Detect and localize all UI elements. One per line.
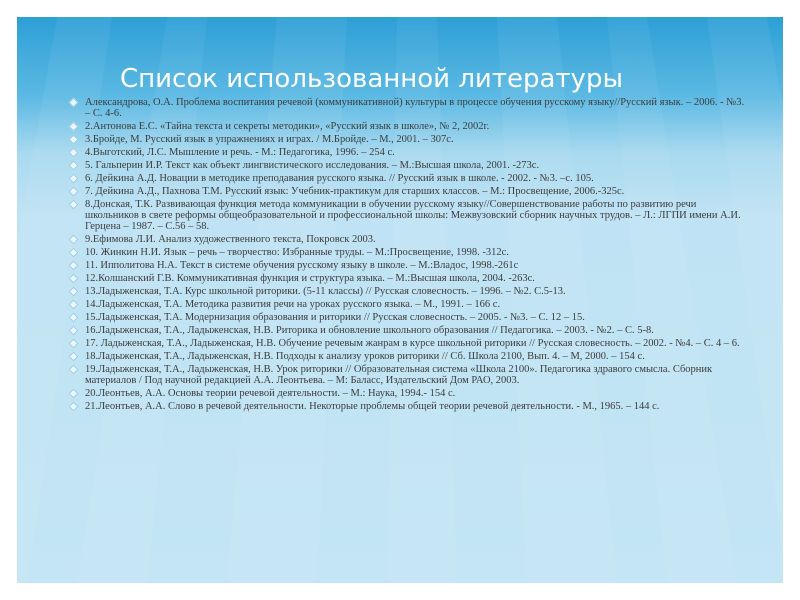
reference-item <box>70 121 746 132</box>
diamond-bullet-icon <box>69 300 79 310</box>
reference-text: 3.Бройде, М. Русский язык в упражнениях и играх. / М.Бройде. – М., 2001. – 307с. <box>85 134 454 145</box>
reference-item <box>70 260 746 271</box>
diamond-bullet-icon <box>69 389 79 399</box>
diamond-bullet-icon <box>69 339 79 349</box>
reference-item <box>70 338 746 349</box>
reference-item <box>70 388 746 399</box>
diamond-bullet-icon <box>69 313 79 323</box>
diamond-bullet-icon <box>69 352 79 362</box>
diamond-bullet-icon <box>69 161 79 171</box>
reference-text: 13.Ладыженская, Т.А. Курс школьной риторики. (5-11 классы) // Русская словесность. – 1996. – №2. С.5-13. <box>85 286 566 297</box>
reference-item <box>70 401 746 412</box>
reference-text: Александрова, О.А. Проблема воспитания речевой (коммуникативной) культуры в процессе обучения русскому языку//Русский язык. – 2006. - №3. – С. 4-6. <box>85 97 745 119</box>
diamond-bullet-icon <box>69 248 79 258</box>
diamond-bullet-icon <box>69 402 79 412</box>
reference-text: 2.Антонова Е.С. «Тайна текста и секреты методики», «Русский язык в школе», № 2, 2002г. <box>85 121 490 132</box>
reference-item <box>70 351 746 362</box>
diamond-bullet-icon <box>69 122 79 132</box>
diamond-bullet-icon <box>69 135 79 145</box>
reference-item <box>70 173 746 184</box>
reference-item <box>70 364 746 386</box>
diamond-bullet-icon <box>69 200 79 210</box>
reference-text: 11. Ипполитова Н.А. Текст в системе обучения русскому языку в школе. – М.:Владос, 1998.-261с <box>85 260 519 271</box>
reference-text: 15.Ладыженская, Т.А. Модернизация образования и риторики // Русская словесность. – 2005. - №3. – С. 12 – 15. <box>85 312 585 323</box>
reference-text: 14.Ладыженская, Т.А. Методика развития речи на уроках русского языка. – М., 1991. – 166 с. <box>85 299 501 310</box>
diamond-bullet-icon <box>69 287 79 297</box>
reference-item <box>70 134 746 145</box>
reference-item <box>70 234 746 245</box>
reference-item <box>70 199 746 232</box>
reference-item <box>70 286 746 297</box>
reference-item <box>70 325 746 336</box>
diamond-bullet-icon <box>69 148 79 158</box>
reference-text: 9.Ефимова Л.И. Анализ художественного текста, Покровск 2003. <box>85 234 376 245</box>
reference-text: 17. Ладыженская, Т.А., Ладыженская, Н.В. Обучение речевым жанрам в курсе школьной риторики // Русская словесность. – 2002. - №4. – С. 4 – 6. <box>85 338 740 349</box>
reference-text: 18.Ладыженская, Т.А., Ладыженская, Н.В. Подходы к анализу уроков риторики // Сб. Школа 2100, Вып. 4. – М, 2000. – 154 с. <box>85 351 645 362</box>
reference-item <box>70 97 746 119</box>
reference-text: 10. Жинкин Н.И. Язык – речь – творчество: Избранные труды. – М.:Просвещение, 1998. -312с. <box>85 247 509 258</box>
reference-text: 6. Дейкина А.Д. Новации в методике преподавания русского языка. // Русский язык в школе. - 2002. - №3. –с. 105. <box>85 173 594 184</box>
reference-item <box>70 273 746 284</box>
reference-text: 12.Колшанский Г.В. Коммуникативная функция и структура языка. – М.:Высшая школа, 2004. -263с. <box>85 273 535 284</box>
reference-item <box>70 147 746 158</box>
diamond-bullet-icon <box>69 174 79 184</box>
diamond-bullet-icon <box>69 261 79 271</box>
reference-text: 21.Леонтьев, А.А. Слово в речевой деятельности. Некоторые проблемы общей теории речевой деятельности. - М., 1965. – 144 с. <box>85 401 660 412</box>
reference-text: 8.Донская, Т.К. Развивающая функция метода коммуникации в обучении русскому языку//Совершенствование работы по развитию речи школьников в свете реформы общеобразовательной и профессиональной школы: Межвузовский сборник научных трудов. – Л.: ЛГПИ имени А.И. Герцена – 1987. – С.56 – 58. <box>85 199 741 232</box>
reference-item <box>70 312 746 323</box>
reference-text: 20.Леонтьев, А.А. Основы теории речевой деятельности. – М.: Наука, 1994.- 154 с. <box>85 388 456 399</box>
slide <box>17 17 783 583</box>
diamond-bullet-icon <box>69 274 79 284</box>
diamond-bullet-icon <box>69 235 79 245</box>
diamond-bullet-icon <box>69 187 79 197</box>
reference-item <box>70 299 746 310</box>
reference-item <box>70 247 746 258</box>
diamond-bullet-icon <box>69 98 79 108</box>
reference-item <box>70 160 746 171</box>
reference-text: 19.Ладыженская, Т.А., Ладыженская, Н.В. Урок риторики // Образовательная система «Школа 2100». Педагогика здравого смысла. Сборник материалов / Под научной редакцией А.А. Леонтьева. – М: Баласс, Издательский Дом РАО, 2003. <box>85 364 713 386</box>
reference-item <box>70 186 746 197</box>
slide-title: Список использованной литературы <box>120 64 623 94</box>
reference-text: 7. Дейкина А.Д., Пахнова Т.М. Русский язык: Учебник-практикум для старших классов. – М.: Просвещение, 2006.-325с. <box>85 186 625 197</box>
reference-list <box>70 97 746 412</box>
diamond-bullet-icon <box>69 326 79 336</box>
reference-text: 4.Выготский, Л.С. Мышление и речь. - М.: Педагогика, 1996. – 254 с. <box>85 147 395 158</box>
reference-text: 16.Ладыженская, Т.А., Ладыженская, Н.В. Риторика и обновление школьного образования // Педагогика. – 2003. - №2. – С. 5-8. <box>85 325 654 336</box>
diamond-bullet-icon <box>69 365 79 375</box>
reference-text: 5. Гальперин И.Р. Текст как объект лингвистического исследования. – М.:Высшая школа, 2001. -273с. <box>85 160 540 171</box>
